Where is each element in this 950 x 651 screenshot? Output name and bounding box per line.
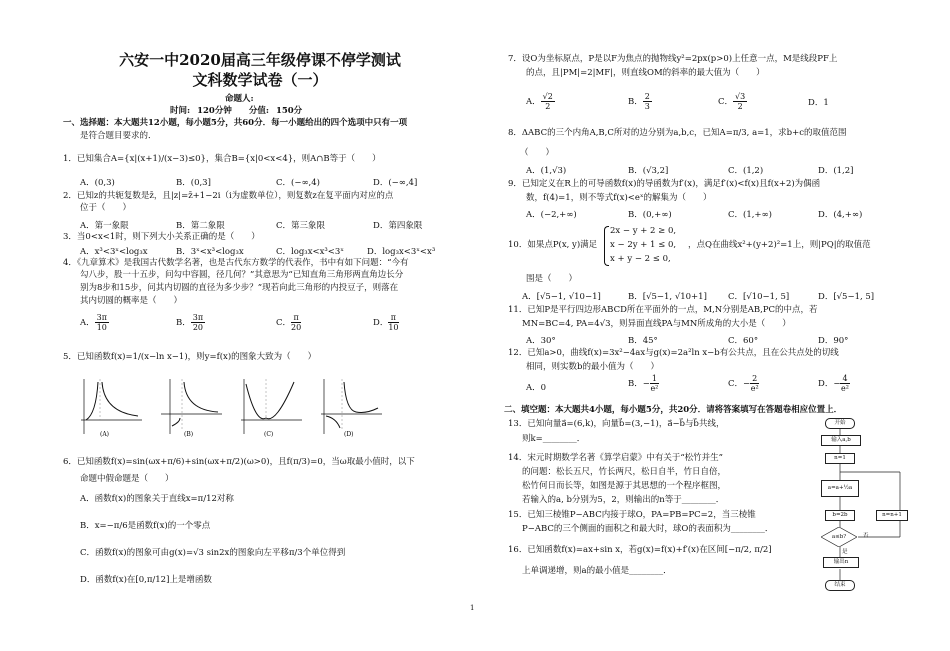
q7-option-c: C． $\frac{√3}{2}$ <box>718 92 746 111</box>
q4-option-d: D． $\frac{\pi}{10}$ <box>373 313 399 332</box>
q4-option-a: A． $\frac{3\pi}{10}$ <box>80 313 107 332</box>
flowchart-condition-label: a≤b? <box>831 534 847 540</box>
q12-option-a: A．0 <box>526 383 547 393</box>
q12-option-b: B．− $\frac{1}{\text{e²}}$ <box>628 374 659 393</box>
q2-option-d: D．第四象限 <box>373 221 423 231</box>
q2-option-a: A．第一象限 <box>80 221 129 231</box>
flowchart-yes-label: 是 <box>842 549 848 555</box>
section1-heading-2: 是符合题目要求的． <box>80 131 157 141</box>
q12-text-2: 相同，则实数b的最小值为（ ） <box>526 362 659 372</box>
q15-line-1: 15．已知三棱锥P−ABC内接于球O，PA=PB=PC=2，当三棱锥 <box>508 510 756 520</box>
author-line: 命题人: <box>225 94 254 104</box>
q7-text: 7．设O为坐标原点，P是以F为焦点的抛物线y²=2px(p>0)上任意一点，M是线段PF上 <box>508 54 838 64</box>
q16-text-2: 上单调递增，则a的最小值是________． <box>522 566 672 576</box>
q1-option-a: A．(0,3) <box>80 178 115 188</box>
q10-option-d: D．[√5−1, 5] <box>818 292 875 302</box>
q11-text-2: MN=BC=4, PA=4√3，则异面直线PA与MN所成角的大小是（ ） <box>522 319 791 329</box>
flowchart-end: 结束 <box>825 580 855 591</box>
q8-option-d: D．(1,2] <box>818 166 854 176</box>
flowchart-step-b: b=2b <box>825 510 855 521</box>
q2-option-c: C．第三象限 <box>276 221 326 231</box>
q3-text: 3．当0<x<1时，则下列大小关系正确的是（ ） <box>63 232 260 242</box>
q6-option-d: D．函数f(x)在[0,π/12]上是增函数 <box>80 575 212 585</box>
q11-option-c: C．60° <box>728 336 759 346</box>
q9-option-c: C．(1,+∞) <box>728 210 772 220</box>
q4-line-1: 4．《九章算术》是我国古代数学名著，也是古代东方数学的代表作，书中有如下问题：“今有 <box>63 258 409 268</box>
q5-graph-d <box>316 374 386 440</box>
q13-text-2: 则k=________． <box>522 434 586 444</box>
q10-system-brace <box>604 226 609 266</box>
q15-line-2: P−ABC的三个侧面的面积之和最大时，球O的表面积为________． <box>522 524 774 534</box>
q7-text-2: 的点，且|PM|=2|MF|，则直线OM的斜率的最大值为（ ） <box>526 68 765 78</box>
q5-graph-a <box>76 374 146 440</box>
q6-option-a: A．函数f(x)的图象关于直线x=π/12对称 <box>80 494 234 504</box>
q12-option-d: D．− $\frac{4}{\text{e²}}$ <box>818 374 849 393</box>
q4-option-b: B． $\frac{3\pi}{20}$ <box>176 313 204 332</box>
q9-text-2: 数，f(4)=1，则不等式f(x)<eˣ的解集为（ ） <box>526 193 712 203</box>
q11-text: 11．已知P是平行四边形ABCD所在平面外的一点，M,N分别是AB,PC的中点，若 <box>508 305 818 315</box>
q10-option-b: B．[√5−1, √10+1] <box>628 292 707 302</box>
q3-option-d: D．log₃x<3ˣ<x³ <box>367 247 436 257</box>
exam-subtitle: 文科数学试卷（一） <box>192 71 328 89</box>
flowchart-init: n=1 <box>825 453 855 464</box>
q5-graph-a-label: (A) <box>100 431 110 438</box>
q7-option-b: B． $\frac{2}{3}$ <box>628 92 650 111</box>
q3-option-b: B．3ˣ<x³<log₃x <box>176 247 244 257</box>
q5-graph-c <box>236 374 306 440</box>
q1-option-b: B．(0,3] <box>176 178 211 188</box>
q9-text: 9．已知定义在R上的可导函数f(x)的导函数为f′(x)，满足f′(x)<f(x)且f(x+2)为偶函 <box>508 179 821 189</box>
q3-option-c: C．log₃x<x³<3ˣ <box>276 247 344 257</box>
q2-text: 2．已知z的共轭复数是z̄，且|z|=z̄+1−2i（i为虚数单位），则复数z在复平面内对应的点 <box>63 191 394 201</box>
q5-graph-b-label: (B) <box>184 431 194 438</box>
q7-option-d: D．1 <box>808 98 829 108</box>
q10-tail: ，点Q在曲线x²+(y+2)²=1上，则|PQ|的取值范 <box>688 240 871 250</box>
section1-heading: 一、选择题：本大题共12小题，每小题5分，共60分．每一小题给出的四个选项中只有一项 <box>63 118 408 128</box>
q14-line-3: 松竹何日而长等，如图是源于其思想的一个程序框图， <box>522 481 727 491</box>
q14-line-4: 若输入的a, b分别为5，2，则输出的n等于________． <box>522 495 725 505</box>
time-score-line: 时间: 120分钟 分值: 150分 <box>170 106 303 116</box>
q1-option-d: D．(−∞,4] <box>373 178 418 188</box>
q11-option-b: B．45° <box>628 336 658 346</box>
q9-option-a: A．(−2,+∞) <box>526 210 577 220</box>
q2-option-b: B．第二象限 <box>176 221 225 231</box>
q11-option-a: A．30° <box>526 336 556 346</box>
q10-text-2: 围是（ ） <box>526 274 578 284</box>
q5-text: 5．已知函数f(x)=1/(x−ln x−1)，则y=f(x)的图象大致为（ ） <box>63 352 317 362</box>
flowchart-no-label: 否 <box>863 533 869 539</box>
q9-option-b: B．(0,+∞) <box>628 210 672 220</box>
q12-option-c: C．− $\frac{2}{\text{e²}}$ <box>728 374 759 393</box>
q1-text: 1．已知集合A={x|(x+1)/(x−3)≤0}，集合B={x|0<x<4}，则A∩B等于（ ） <box>63 154 381 164</box>
q6-text-2: 命题中假命题是（ ） <box>80 474 174 484</box>
q7-option-a: A． $\frac{√2}{2}$ <box>526 92 553 111</box>
flowchart-connectors <box>798 415 928 600</box>
q5-graph-b <box>156 374 226 440</box>
page-number: 1 <box>470 604 475 612</box>
flowchart-start: 开始 <box>825 418 855 429</box>
q16-text: 16．已知函数f(x)=ax+sin x，若g(x)=f(x)+f′(x)在区间[−π/2, π/2] <box>508 545 772 555</box>
q4-line-3: 别为8步和15步，问其内切圆的直径为多少步？”现若向此三角形的内投豆子，则落在 <box>80 283 399 293</box>
q8-text: 8．ΔABC的三个内角A,B,C所对的边分别为a,b,c，已知A=π/3, a=1，求b+c的取值范围 <box>508 128 847 138</box>
flowchart-step-a: a=a+½a <box>821 480 859 497</box>
q10-option-c: C．[√10−1, 5] <box>728 292 790 302</box>
q14-line-2: 的问题：松长五尺，竹长两尺，松日自半，竹日自倍， <box>522 467 727 477</box>
q5-graph-c-label: (C) <box>264 431 274 438</box>
q4-option-c: C． $\frac{\pi}{20}$ <box>276 313 302 332</box>
q9-option-d: D．(4,+∞) <box>818 210 863 220</box>
q4-line-4: 其内切圆的概率是（ ） <box>80 296 183 306</box>
q8-option-c: C．(1,2) <box>728 166 764 176</box>
q8-option-a: A．(1,√3) <box>526 166 567 176</box>
q10-ineq-2: x − 2y + 1 ≤ 0, <box>610 240 677 250</box>
section2-heading: 二、填空题：本大题共4小题，每小题5分，共20分．请将答案填写在答题卷相应位置上． <box>504 405 843 415</box>
q8-option-b: B．(√3,2] <box>628 166 669 176</box>
flowchart-input: 输入a,b <box>821 435 861 446</box>
q5-graph-d-label: (D) <box>344 431 354 438</box>
exam-title: 六安一中2020届高三年级停课不停学测试 <box>119 51 401 69</box>
q2-text-2: 位于（ ） <box>80 203 132 213</box>
flowchart-output: 输出n <box>823 557 859 568</box>
q6-option-b: B．x=−π/6是函数f(x)的一个零点 <box>80 521 211 531</box>
q10-ineq-1: 2x − y + 2 ≥ 0, <box>610 226 677 236</box>
q10-text: 10．如果点P(x, y)满足 <box>508 240 598 250</box>
q10-ineq-3: x + y − 2 ≤ 0, <box>610 254 671 264</box>
flowchart-condition <box>821 527 857 547</box>
q6-option-c: C．函数f(x)的图象可由g(x)=√3 sin2x的图象向左平移π/3个单位得到 <box>80 548 346 558</box>
q11-option-d: D．90° <box>818 336 849 346</box>
q1-option-c: C．(−∞,4) <box>276 178 320 188</box>
flowchart-increment: n=n+1 <box>876 510 908 521</box>
q6-text: 6．已知函数f(x)=sin(ωx+π/6)+sin(ωx+π/2)(ω>0)，且f(π/3)=0，当ω取最小值时，以下 <box>63 457 415 467</box>
q13-text: 13．已知向量a⃗=(6,k)，向量b⃗=(3,−1)，a⃗−b⃗与b⃗共线， <box>508 419 725 429</box>
q14-line-1: 14．宋元时期数学名著《算学启蒙》中有关于“松竹并生” <box>508 453 724 463</box>
q12-text: 12．已知a>0，曲线f(x)=3x²−4ax与g(x)=2a²ln x−b有公共点，且在公共点处的切线 <box>508 348 839 358</box>
q10-option-a: A．[√5−1, √10−1] <box>522 292 601 302</box>
q8-text-2: （ ） <box>520 148 555 158</box>
q3-option-a: A．x³<3ˣ<log₃x <box>80 247 148 257</box>
q4-line-2: 勾八步，股一十五步，问勾中容圆，径几何？”其意思为“已知直角三角形两直角边长分 <box>80 270 404 280</box>
